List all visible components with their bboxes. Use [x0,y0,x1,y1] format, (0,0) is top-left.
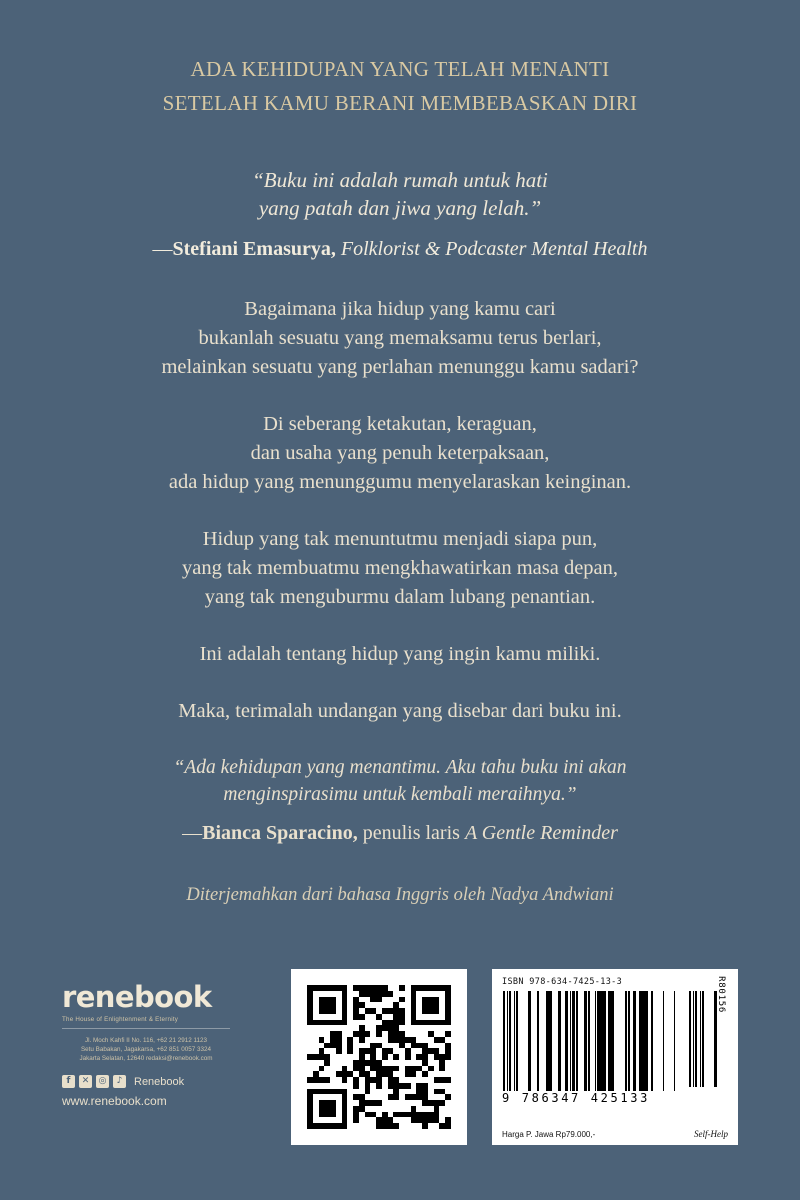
barcode-addon [678,976,726,1103]
barcode-bars [502,991,678,1091]
social-handle: Renebook [134,1075,185,1088]
endorsement-bottom-dash: — [182,822,203,844]
barcode-block [492,969,738,1145]
headline-line-2: SETELAH KAMU BERANI MEMBEBASKAN DIRI [162,91,638,115]
endorsement-top-attribution [0,238,800,261]
body-line: Ini adalah tentang hidup yang ingin kamu miliki. [199,643,601,665]
publisher-address [62,1036,230,1063]
instagram-icon[interactable]: ◎ [96,1075,109,1088]
body-line: ada hidup yang menunggumu menyelaraskan keinginan. [168,471,632,493]
endorsement-top-quote-line-2: yang patah dan jiwa yang lelah.” [258,196,542,220]
endorsement-bottom-quote-line-1: “Ada kehidupan yang menantimu. Aku tahu buku ini akan [173,757,627,778]
publisher-address-line: Jakarta Selatan, 12640 redaksi@renebook.com [79,1055,213,1062]
body-paragraph [0,697,800,726]
body-line: melainkan sesuatu yang perlahan menunggu kamu sadari? [161,356,639,378]
category-label: Self-Help [694,1129,728,1139]
social-row [62,1075,262,1088]
price-label: Harga P. Jawa Rp79.000,- [502,1130,596,1139]
body-paragraph [0,295,800,382]
isbn-text: ISBN 978-634-7425-13-3 [502,977,623,987]
body-paragraph [0,640,800,669]
tiktok-icon[interactable]: ♪ [113,1075,126,1088]
headline-block [0,0,800,120]
body-paragraph [0,410,800,497]
body-paragraph [0,525,800,612]
body-line: yang tak menguburmu dalam lubang penantian. [204,586,596,608]
headline-line-1: ADA KEHIDUPAN YANG TELAH MENANTI [190,57,610,81]
publisher-block [62,980,262,1108]
endorsement-bottom-work-title: A Gentle Reminder [464,822,618,844]
body-line: dan usaha yang penuh keterpaksaan, [250,442,550,464]
endorsement-bottom-name: Bianca Sparacino, [202,822,358,844]
qr-code-grid [307,985,451,1129]
publisher-address-line: Setu Babakan, Jagakarsa, +62 851 0057 3324 [80,1046,212,1053]
x-icon[interactable]: ✕ [79,1075,92,1088]
endorsement-top [0,166,800,261]
barcode-addon-code: R80156 [716,976,726,1013]
body-line: Hidup yang tak menuntutmu menjadi siapa pun, [202,528,598,550]
endorsement-top-role: Folklorist & Podcaster Mental Health [340,238,648,260]
bottom-bar [0,969,800,1174]
publisher-tagline: The House of Enlightenment & Eternity [62,1016,230,1029]
body-line: Di seberang ketakutan, keraguan, [263,413,537,435]
body-copy [0,295,800,726]
translator-credit: Diterjemahkan dari bahasa Inggris oleh Nadya Andwiani [186,885,614,905]
endorsement-bottom-quote-line-2: menginspirasimu untuk kembali meraihnya.” [223,784,577,805]
endorsement-bottom [0,754,800,845]
barcode-footer [502,1129,728,1139]
endorsement-top-name: Stefiani Emasurya, [172,238,336,260]
endorsement-bottom-attribution [0,822,800,845]
body-line: bukanlah sesuatu yang memaksamu terus berlari, [198,327,602,349]
body-line: Bagaimana jika hidup yang kamu cari [244,298,556,320]
publisher-logo: renebook [62,980,212,1014]
endorsement-bottom-middle: penulis laris [357,822,465,844]
body-line: yang tak membuatmu mengkhawatirkan masa depan, [181,557,619,579]
publisher-website[interactable]: www.renebook.com [62,1094,167,1108]
facebook-icon[interactable]: f [62,1075,75,1088]
barcode-digits: 9 786347 425133 [502,1091,650,1105]
publisher-address-line: Jl. Moch Kahfi II No. 116, +62 21 2912 1123 [84,1037,208,1044]
endorsement-top-dash: — [152,238,173,260]
endorsement-top-quote-line-1: “Buku ini adalah rumah untuk hati [252,168,548,192]
body-line: Maka, terimalah undangan yang disebar dari buku ini. [178,700,622,722]
qr-code[interactable] [291,969,467,1145]
